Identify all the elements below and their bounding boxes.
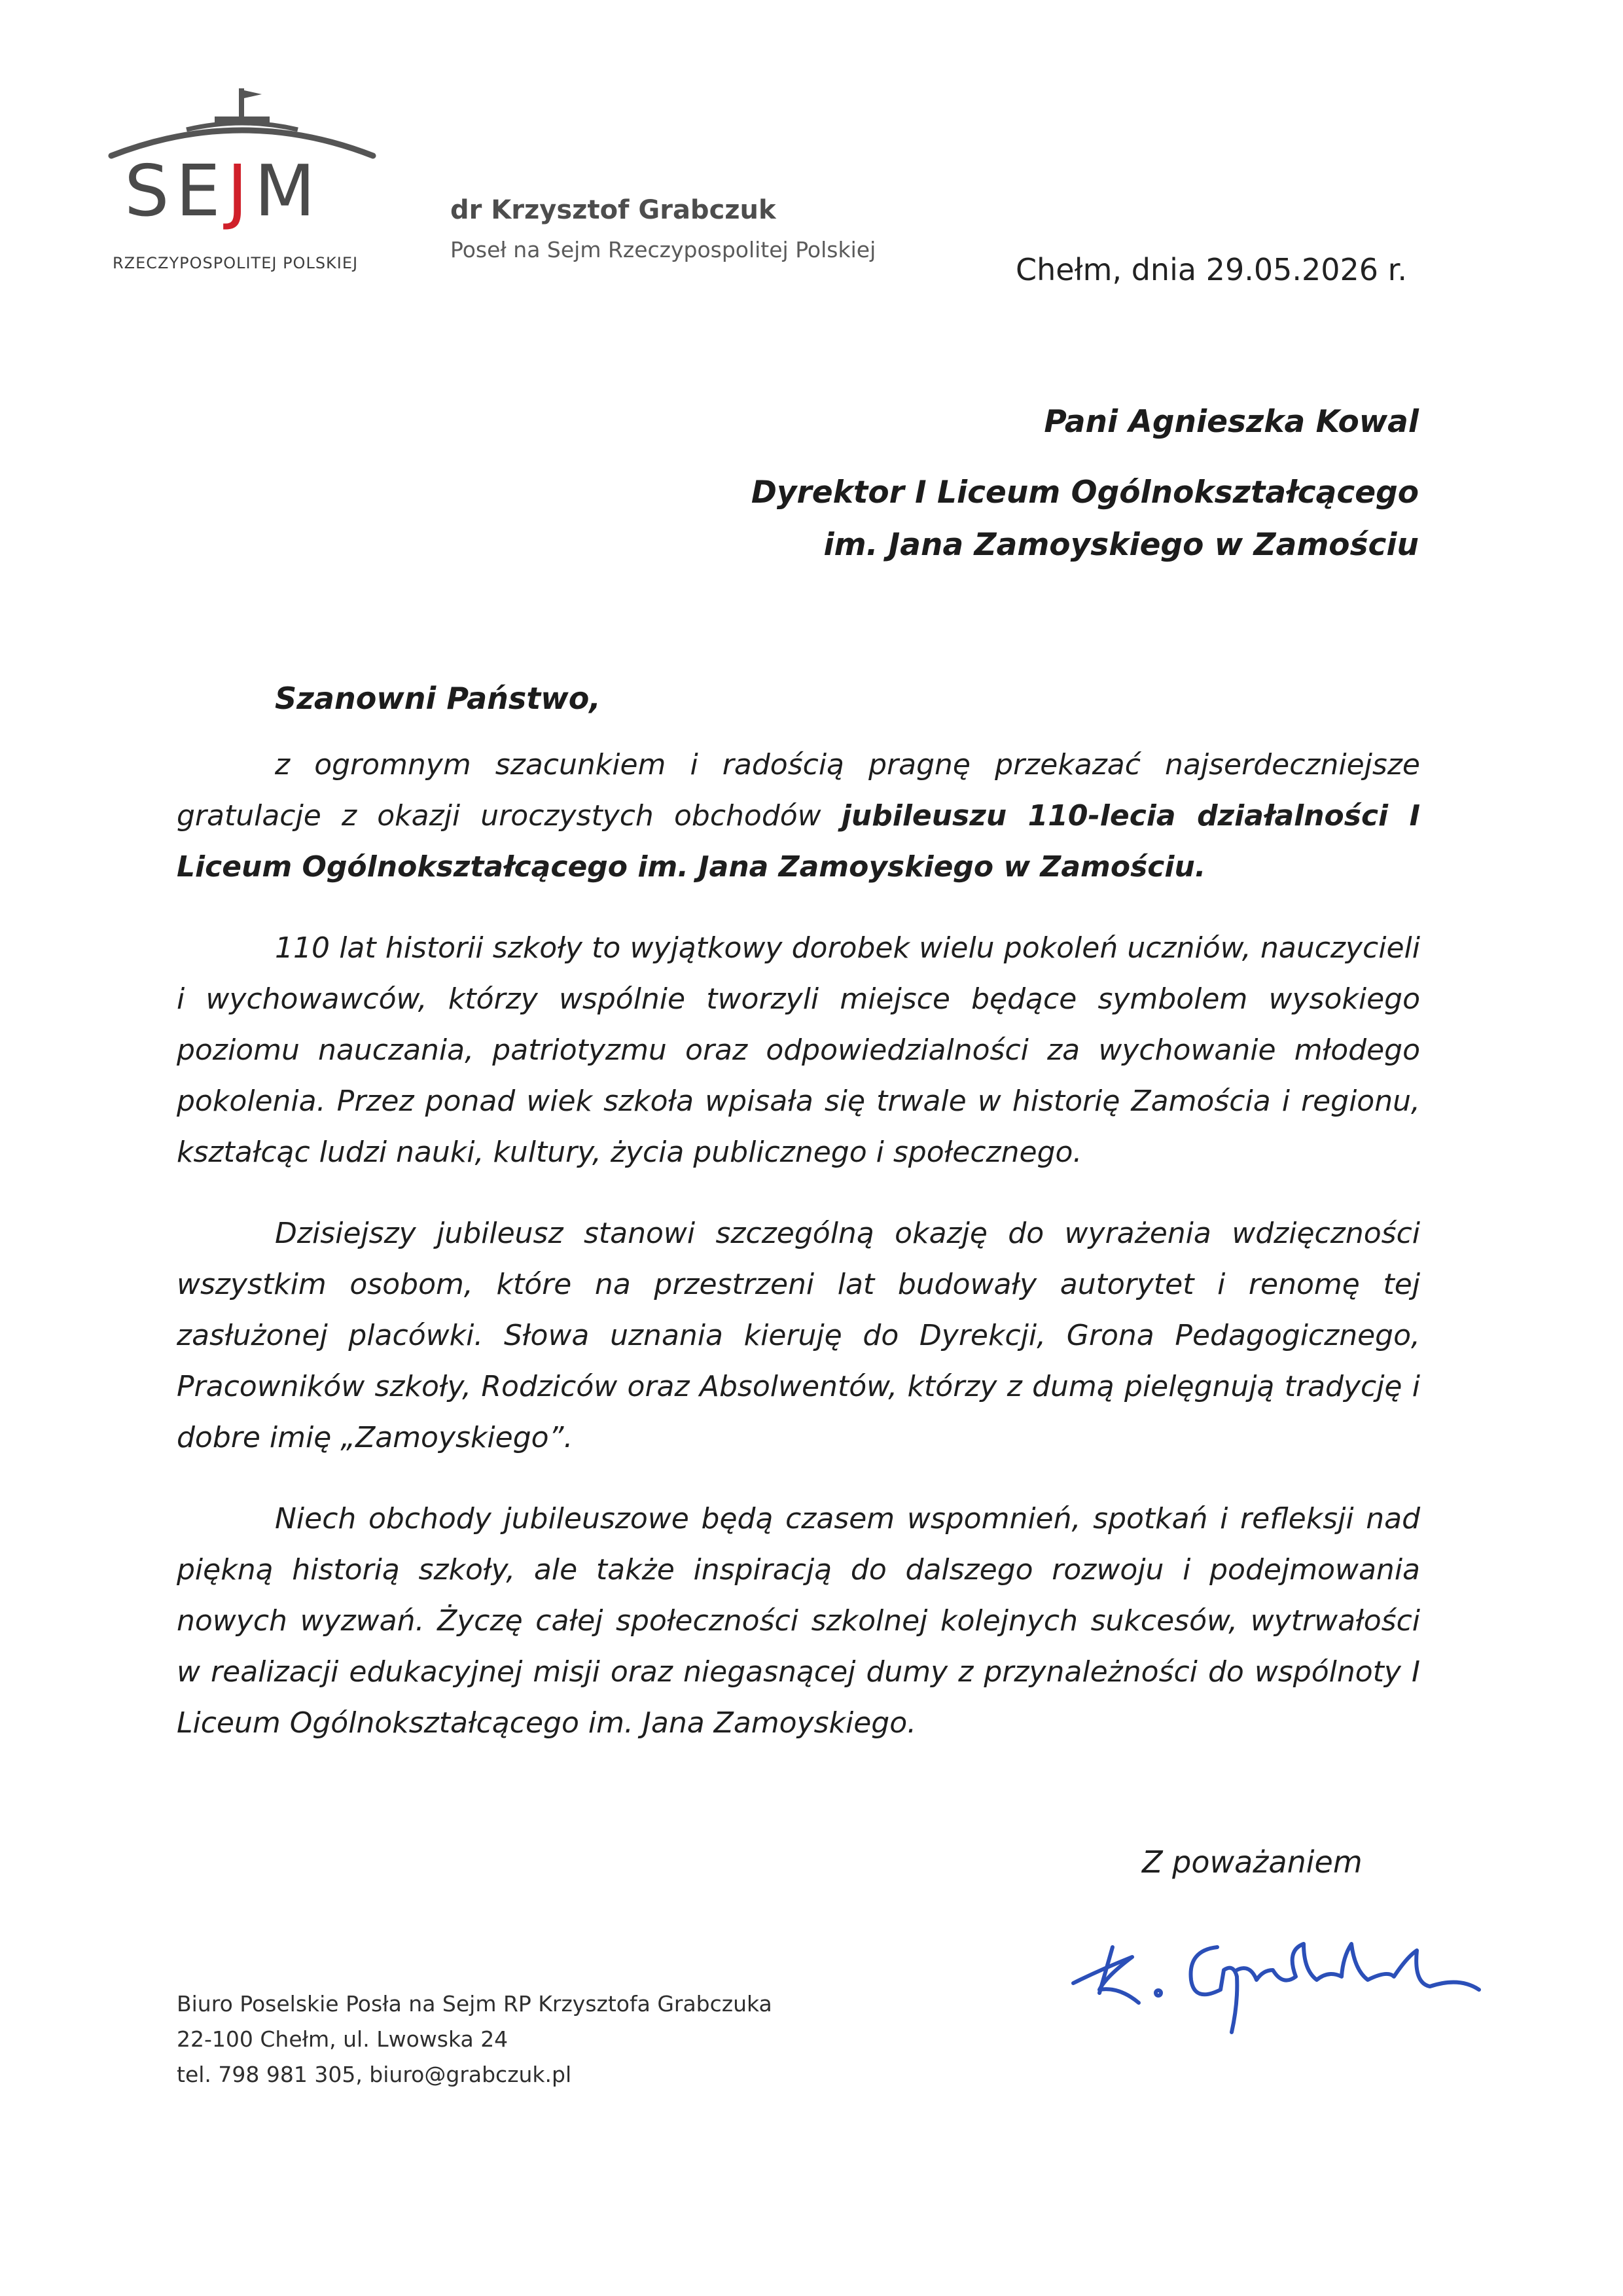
logo-subtitle: RZECZYPOSPOLITEJ POLSKIEJ — [113, 254, 359, 272]
signature-strokes — [1073, 1944, 1479, 2032]
office-line2: 22-100 Chełm, ul. Lwowska 24 — [177, 2026, 508, 2052]
paragraph-1-text: z ogromnym szacunkiem i radością pragnę przekazać najserdeczniejsze gratulacje z okazji uroczystych obchodów — [177, 748, 1420, 833]
recipient-title-line2: im. Jana Zamoyskiego w Zamościu — [823, 527, 1419, 563]
salutation: Szanowni Państwo, — [275, 681, 601, 716]
paragraph-1-bold: jubileuszu 110-lecia działalności I Liceum Ogólnokształcącego im. Jana Zamoyskiego w Zamościu. — [177, 799, 1420, 884]
paragraph-1 — [177, 740, 1420, 893]
office-footer — [177, 1986, 772, 2092]
office-line1: Biuro Poselskie Posła na Sejm RP Krzysztofa Grabczuka — [177, 1991, 772, 2017]
sejm-wordmark — [124, 151, 360, 232]
handwritten-signature — [1060, 1872, 1492, 2042]
sender-block — [450, 195, 876, 262]
paragraph-3: Dzisiejszy jubileusz stanowi szczególną okazję do wyrażenia wdzięczności wszystkim osobom, które na przestrzeni lat budowały autorytet i renomę tej zasłużonej placówki. Słowa uznania kieruję do Dyrekcji, Grona Pedagogicznego, Pracowników szkoły, Rodziców oraz Absolwentów, którzy z dumą pielęgnują tradycję i dobre imię „Zamoyskiego”. — [177, 1217, 1420, 1454]
office-line3: tel. 798 981 305, biuro@grabczuk.pl — [177, 2062, 572, 2087]
letter-body — [177, 740, 1420, 1779]
logo-word-j: J — [226, 151, 255, 232]
sender-role: Poseł na Sejm Rzeczypospolitej Polskiej — [450, 237, 876, 262]
sender-name: dr Krzysztof Grabczuk — [450, 195, 776, 225]
letter-date: Chełm, dnia 29.05.2026 r. — [1016, 252, 1407, 287]
recipient-name: Pani Agnieszka Kowal — [1044, 404, 1419, 440]
recipient-block — [751, 396, 1419, 571]
paragraph-4: Niech obchody jubileuszowe będą czasem wspomnień, spotkań i refleksji nad piękną historią szkoły, ale także inspiracją do dalszego rozwoju i podejmowania nowych wyzwań. Życzę całej społeczności szkolnej kolejnych sukcesów, wytrwałości w realizacji edukacyjnej misji oraz niegasnącej dumy z przynależności do wspólnoty I Liceum Ogólnokształcącego im. Jana Zamoyskiego. — [177, 1502, 1420, 1740]
paragraph-2: 110 lat historii szkoły to wyjątkowy dorobek wielu pokoleń uczniów, nauczycieli i wychowawców, którzy wspólnie tworzyli miejsce będące symbolem wysokiego poziomu nauczania, patriotyzmu oraz odpowiedzialności za wychowanie młodego pokolenia. Przez ponad wiek szkoła wpisała się trwale w historię Zamościa i regionu, kształcąc ludzi nauki, kultury, życia publicznego i społecznego. — [177, 931, 1420, 1169]
recipient-title-line1: Dyrektor I Liceum Ogólnokształcącego — [751, 475, 1419, 511]
closing-phrase: Z poważaniem — [1142, 1844, 1363, 1880]
logo-word-se: SE — [124, 151, 227, 232]
sejm-logo — [105, 79, 380, 288]
logo-word-m: M — [254, 151, 322, 232]
